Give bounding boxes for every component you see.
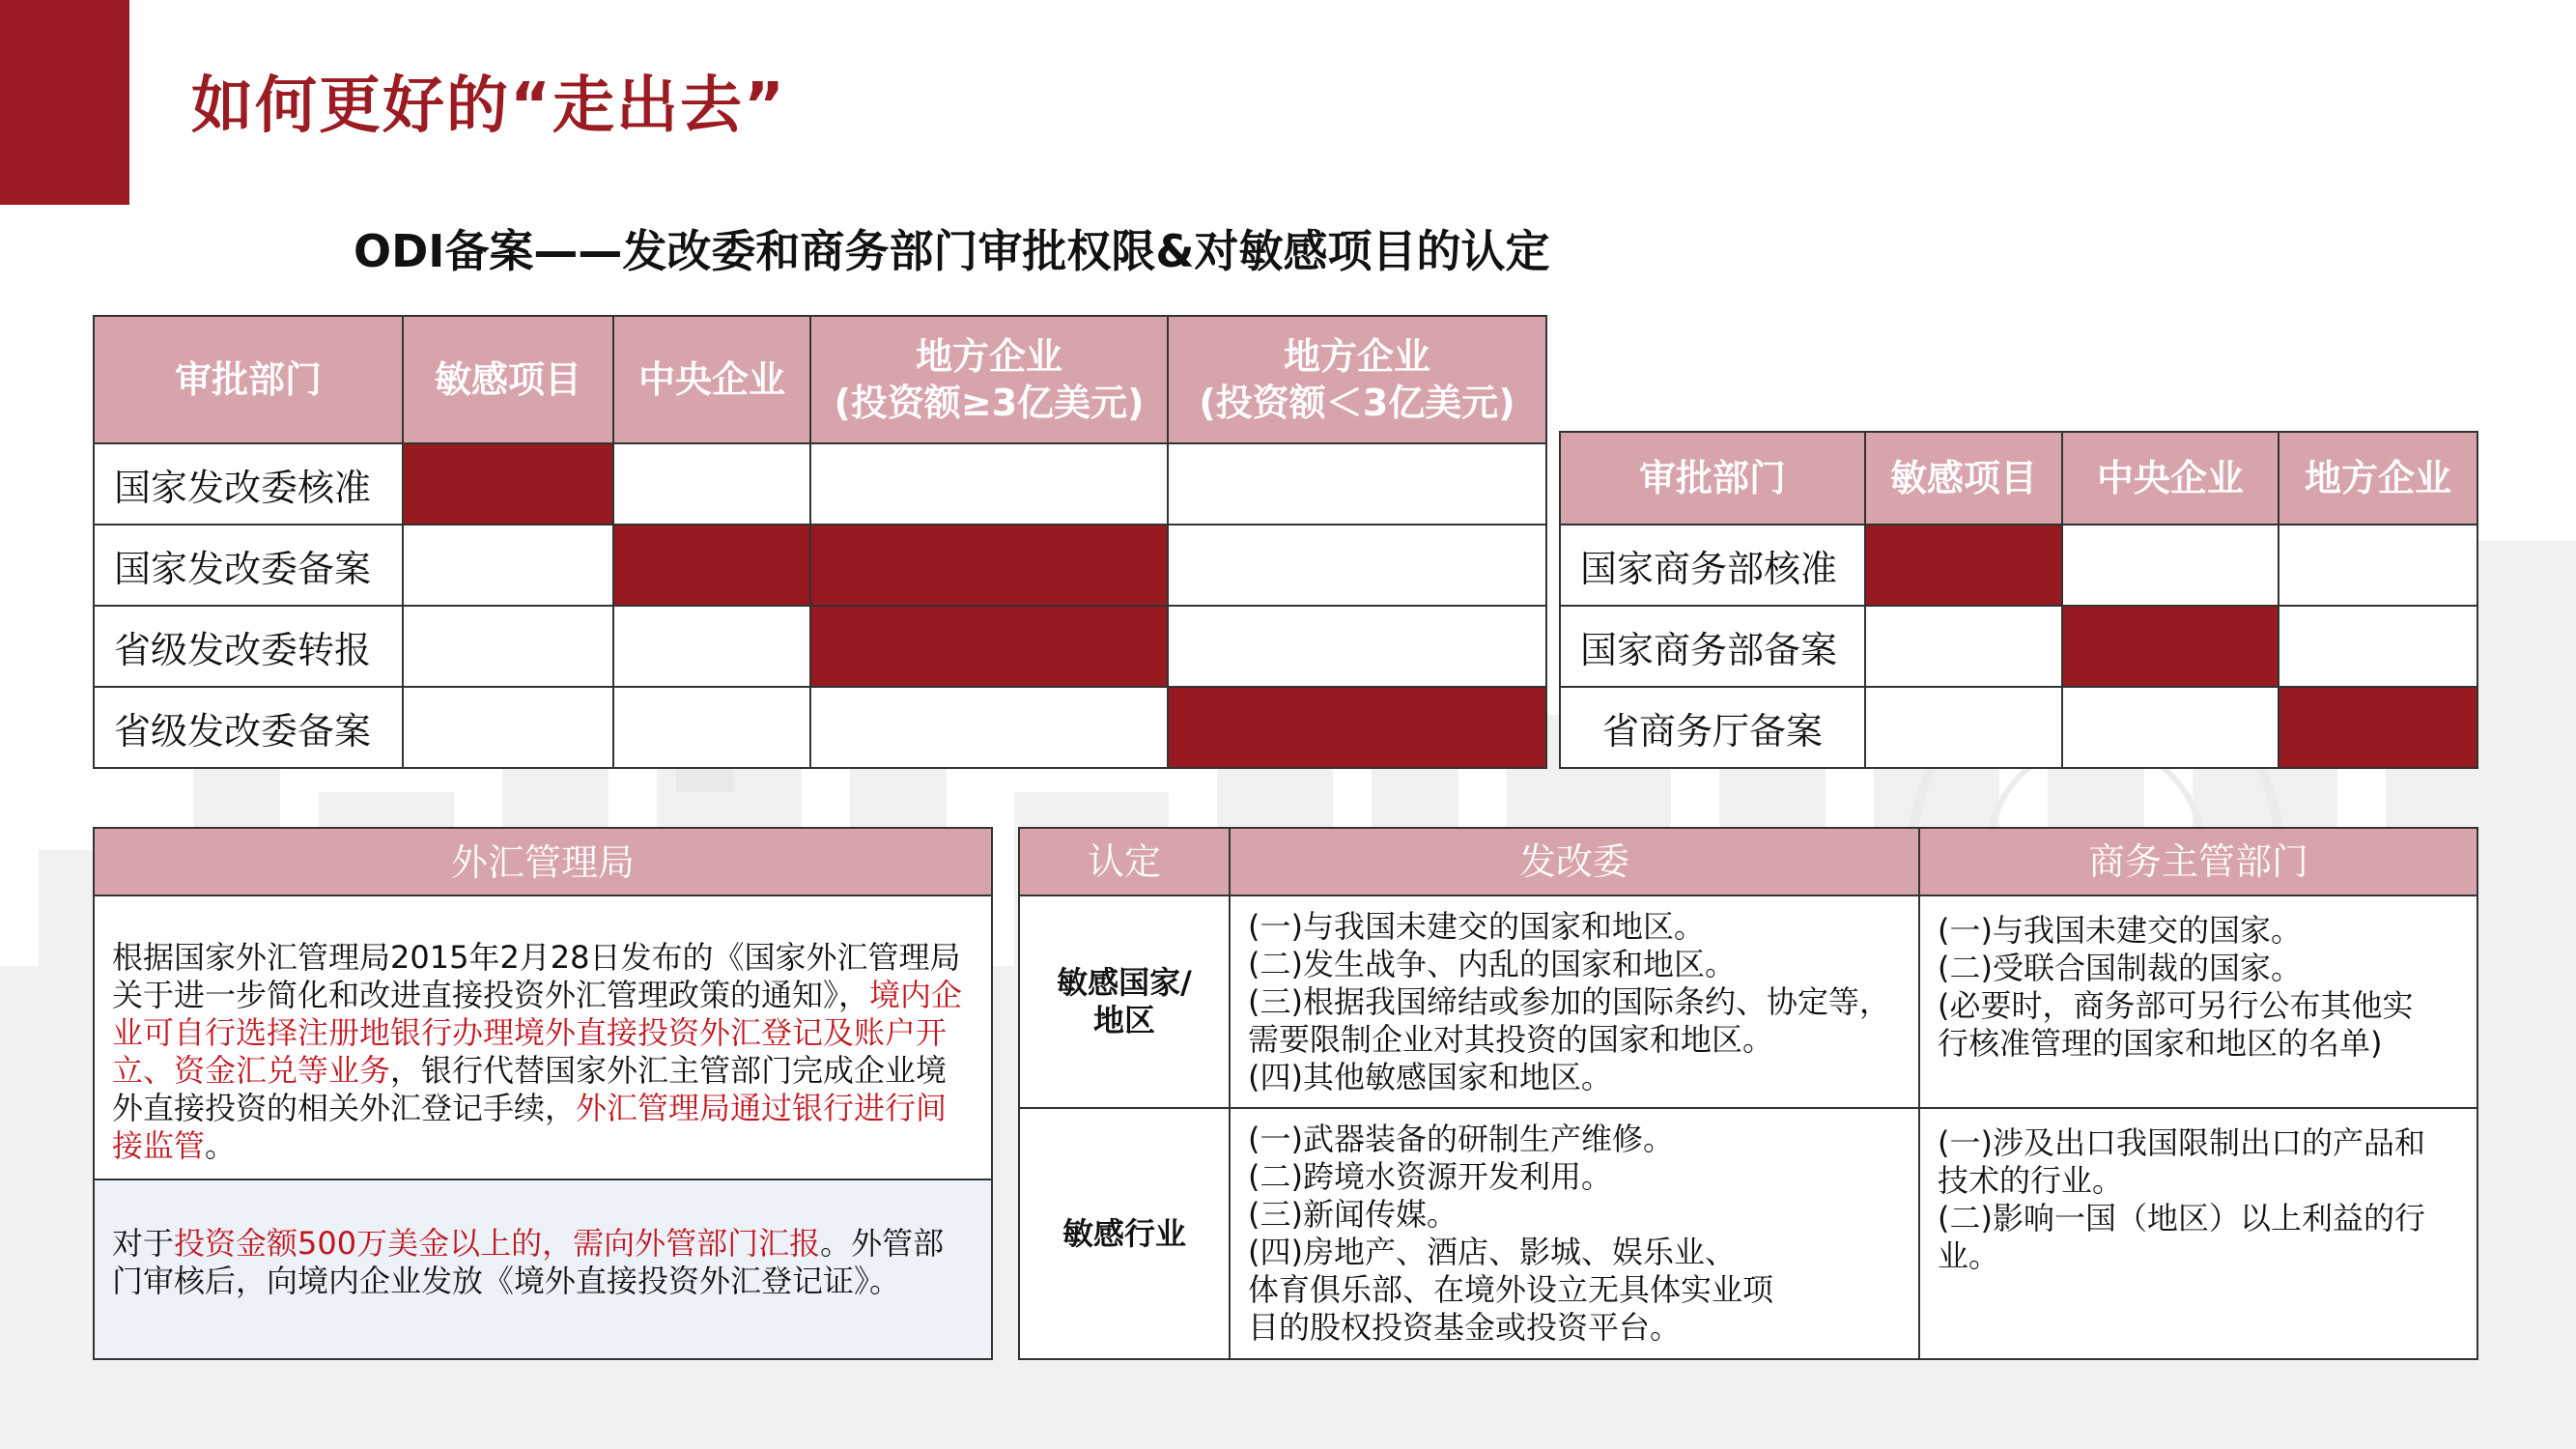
fx-p2-highlight-b: 投资金额500万美金以上的，需向外管部门汇报 xyxy=(174,1225,821,1262)
mofcom-cell xyxy=(2062,687,2279,768)
fx-p1-text-e: 。 xyxy=(205,1127,237,1164)
sens-countries-label-line1: 敏感国家/ xyxy=(1057,964,1192,1001)
mofcom-row-label: 国家商务部备案 xyxy=(1560,606,1865,687)
fx-p2-text-c: 。外管部门审核后，向境内企业发放《境外直接投资外汇登记证》。 xyxy=(112,1225,945,1299)
list-item: 行核准管理的国家和地区的名单) xyxy=(1938,1025,2383,1062)
sens-industries-ndrc xyxy=(1230,1108,1919,1359)
fx-p1-highlight-b: 境内企业可自行选择注册地银行办理境外直接投资外汇登记及账户开立、资金汇兑等业务 xyxy=(112,977,963,1089)
mofcom-cell xyxy=(1865,687,2062,768)
sensitive-identification-table xyxy=(1018,827,2478,1360)
ndrc-cell xyxy=(403,687,613,768)
table-row xyxy=(1560,687,2477,768)
sens-countries-ndrc xyxy=(1230,895,1919,1108)
mofcom-cell xyxy=(2279,687,2477,768)
sens-header-identify: 认定 xyxy=(1019,828,1230,895)
table-row xyxy=(94,443,1546,525)
list-item: (一)涉及出口我国限制出口的产品和 xyxy=(1938,1124,2425,1161)
ndrc-cell xyxy=(810,443,1168,525)
sens-countries-label-line2: 地区 xyxy=(1092,1002,1155,1038)
fx-p1-text-c: ，银行代替国家外汇主管部门完成企业境外直接投资的相关外汇登记手续， xyxy=(112,1052,948,1126)
list-item: 目的股权投资基金或投资平台。 xyxy=(1248,1309,1682,1346)
table-row xyxy=(1019,895,2477,1108)
table-row xyxy=(94,606,1546,687)
fx-administration-box xyxy=(93,827,993,1360)
mofcom-cell xyxy=(2062,525,2279,606)
ndrc-header-local-small xyxy=(1168,316,1546,443)
list-item: (三)根据我国缔结或参加的国际条约、协定等， xyxy=(1248,982,1890,1020)
ndrc-header-local-large xyxy=(810,316,1168,443)
ndrc-header-local-small-line1: 地方企业 xyxy=(1283,335,1430,378)
list-item: (二)受联合国制裁的国家。 xyxy=(1938,950,2302,986)
fx-p1-highlight-d: 外汇管理局通过银行进行间接监管 xyxy=(112,1090,948,1164)
ndrc-cell xyxy=(810,606,1168,687)
list-item: 业。 xyxy=(1938,1237,2000,1274)
mofcom-approval-table xyxy=(1559,431,2478,769)
mofcom-header-dept: 审批部门 xyxy=(1560,432,1865,525)
mofcom-cell xyxy=(2279,606,2477,687)
ndrc-cell xyxy=(810,687,1168,768)
ndrc-cell xyxy=(1168,687,1546,768)
ndrc-cell xyxy=(1168,443,1546,525)
ndrc-row-label: 国家发改委核准 xyxy=(94,443,403,525)
sens-industries-label: 敏感行业 xyxy=(1019,1108,1230,1359)
mofcom-cell xyxy=(1865,606,2062,687)
list-item: 技术的行业。 xyxy=(1938,1162,2124,1199)
section-subtitle: ODI备案——发改委和商务部门审批权限&对敏感项目的认定 xyxy=(354,225,1550,277)
list-item: (一)武器装备的研制生产维修。 xyxy=(1248,1121,1674,1157)
table-row xyxy=(1019,1108,2477,1359)
sens-header-ndrc: 发改委 xyxy=(1230,828,1919,895)
mofcom-cell xyxy=(2279,525,2477,606)
page-title: 如何更好的“走出去” xyxy=(191,71,787,142)
ndrc-row-label: 省级发改委备案 xyxy=(94,687,403,768)
ndrc-cell xyxy=(1168,525,1546,606)
table-row xyxy=(1560,525,2477,606)
ndrc-header-sensitive: 敏感项目 xyxy=(403,316,613,443)
ndrc-header-local-large-line1: 地方企业 xyxy=(915,335,1062,378)
ndrc-cell xyxy=(613,687,810,768)
ndrc-cell xyxy=(613,606,810,687)
mofcom-cell xyxy=(2062,606,2279,687)
ndrc-cell xyxy=(403,525,613,606)
list-item: 需要限制企业对其投资的国家和地区。 xyxy=(1248,1020,1774,1058)
ndrc-header-local-small-line2: (投资额＜3亿美元) xyxy=(1199,382,1515,424)
list-item: (一)与我国未建交的国家。 xyxy=(1938,912,2302,949)
table-row xyxy=(94,687,1546,768)
mofcom-header-local: 地方企业 xyxy=(2279,432,2477,525)
list-item: 体育俱乐部、在境外设立无具体实业项 xyxy=(1248,1271,1774,1308)
mofcom-row-label: 国家商务部核准 xyxy=(1560,525,1865,606)
list-item: (二)跨境水资源开发利用。 xyxy=(1248,1158,1612,1195)
ndrc-cell xyxy=(403,606,613,687)
ndrc-row-label: 省级发改委转报 xyxy=(94,606,403,687)
fx-p1-text-a: 根据国家外汇管理局2015年2月28日发布的《国家外汇管理局关于进一步简化和改进直接投资外汇管理政策的通知》， xyxy=(112,939,961,1013)
list-item: (四)房地产、酒店、影城、娱乐业、 xyxy=(1248,1234,1736,1270)
table-row xyxy=(1560,606,2477,687)
ndrc-approval-table xyxy=(93,315,1547,769)
ndrc-header-local-large-line2: (投资额≥3亿美元) xyxy=(834,382,1145,424)
ndrc-cell xyxy=(810,525,1168,606)
fx-p2-text-a: 对于 xyxy=(112,1225,175,1262)
ndrc-cell xyxy=(1168,606,1546,687)
fx-box-paragraph-2 xyxy=(95,1180,991,1358)
list-item: (一)与我国未建交的国家和地区。 xyxy=(1248,907,1705,945)
table-row xyxy=(94,525,1546,606)
list-item: (四)其他敏感国家和地区。 xyxy=(1248,1058,1612,1095)
fx-box-paragraph-1 xyxy=(95,896,991,1180)
mofcom-row-label: 省商务厅备案 xyxy=(1560,687,1865,768)
ndrc-cell xyxy=(613,443,810,525)
sens-header-mofcom: 商务主管部门 xyxy=(1919,828,2477,895)
sens-countries-mofcom xyxy=(1919,895,2477,1108)
list-item: (二)发生战争、内乱的国家和地区。 xyxy=(1248,945,1736,982)
sens-industries-mofcom xyxy=(1919,1108,2477,1359)
mofcom-cell xyxy=(1865,525,2062,606)
ndrc-cell xyxy=(613,525,810,606)
ndrc-header-dept: 审批部门 xyxy=(94,316,403,443)
list-item: (必要时，商务部可另行公布其他实 xyxy=(1938,987,2414,1024)
ndrc-cell xyxy=(403,443,613,525)
corner-accent-block xyxy=(0,0,129,205)
ndrc-header-central: 中央企业 xyxy=(613,316,810,443)
list-item: (三)新闻传媒。 xyxy=(1248,1196,1458,1233)
sens-countries-label xyxy=(1019,895,1230,1108)
ndrc-row-label: 国家发改委备案 xyxy=(94,525,403,606)
list-item: (二)影响一国（地区）以上利益的行 xyxy=(1938,1200,2425,1236)
mofcom-header-central: 中央企业 xyxy=(2062,432,2279,525)
mofcom-header-sensitive: 敏感项目 xyxy=(1865,432,2062,525)
fx-box-header: 外汇管理局 xyxy=(95,829,991,896)
